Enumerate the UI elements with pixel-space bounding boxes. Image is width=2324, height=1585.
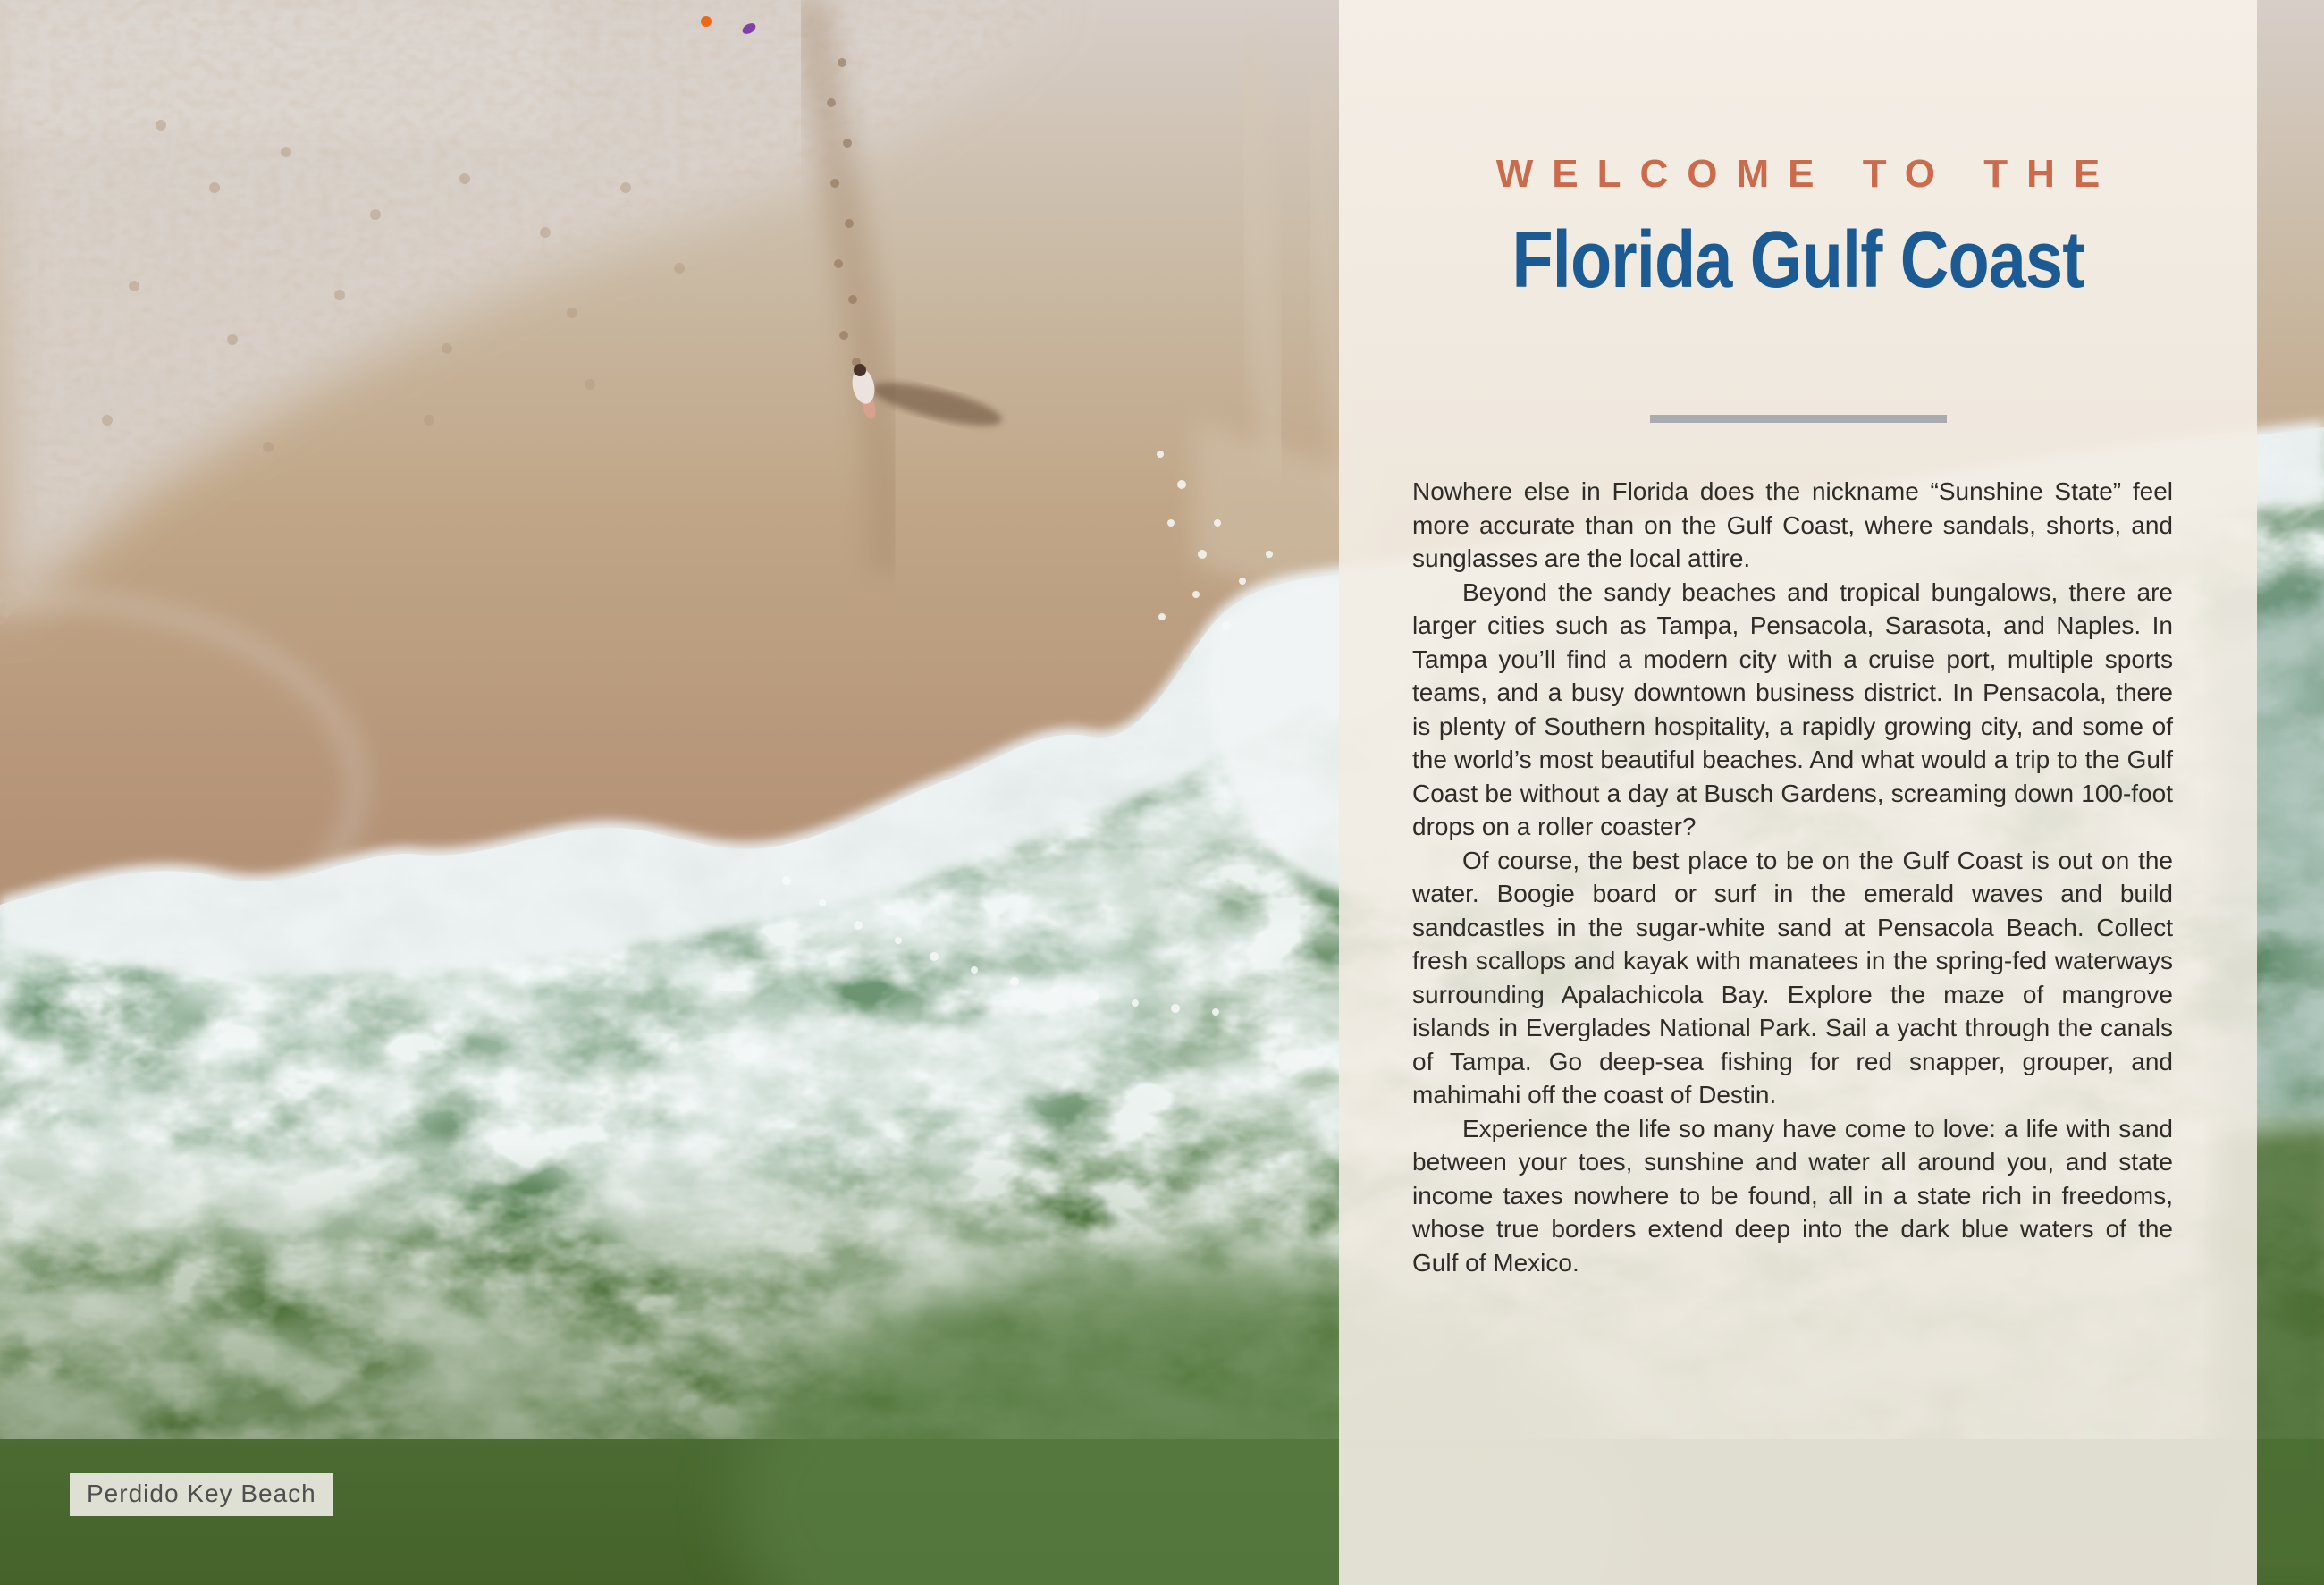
person-head bbox=[854, 364, 866, 376]
section-kicker: WELCOME TO THE bbox=[1495, 152, 2119, 196]
photo-caption-label: Perdido Key Beach bbox=[70, 1473, 333, 1516]
text-panel bbox=[1339, 0, 2257, 1585]
page-title: Florida Gulf Coast bbox=[1511, 215, 2084, 305]
body-paragraph: Nowhere else in Florida does the nickname “Sunshine State” feel more accurate than on the Gulf Coast, where sandals, shorts, and sunglasses are the local attire. bbox=[1412, 477, 2173, 572]
orange-item bbox=[701, 16, 712, 27]
body-paragraph: Experience the life so many have come to love: a life with sand between your toes, sunshine and water all around you, and state income taxes nowhere to be found, all in a state rich in freedoms, whose true borders extend deep into the dark blue waters of the Gulf of Mexico. bbox=[1412, 1114, 2173, 1277]
intro-text bbox=[1412, 475, 2173, 1279]
body-paragraph: Of course, the best place to be on the Gulf Coast is out on the water. Boogie board or surf in the emerald waves and build sandcastles in the sugar-white sand at Pensacola Beach. Collect fresh scallops and kayak with manatees in the spring-fed waterways surrounding Apalachicola Bay. Explore the maze of mangrove islands in Everglades National Park. Sail a yacht through the canals of Tampa. Go deep-sea fishing for red snapper, grouper, and mahimahi off the coast of Destin. bbox=[1412, 846, 2173, 1109]
divider-rule bbox=[1650, 415, 1947, 423]
body-paragraph: Beyond the sandy beaches and tropical bungalows, there are larger cities such as Tampa, Pensacola, Sarasota, and Naples. In Tampa you’ll find a modern city with a cruise port, multiple sports teams, and a busy downtown business district. In Pensacola, there is plenty of Southern hospitality, a rapidly growing city, and some of the world’s most beautiful beaches. And what would a trip to the Gulf Coast be without a day at Busch Gardens, screaming down 100-foot drops on a roller coaster? bbox=[1412, 578, 2173, 840]
